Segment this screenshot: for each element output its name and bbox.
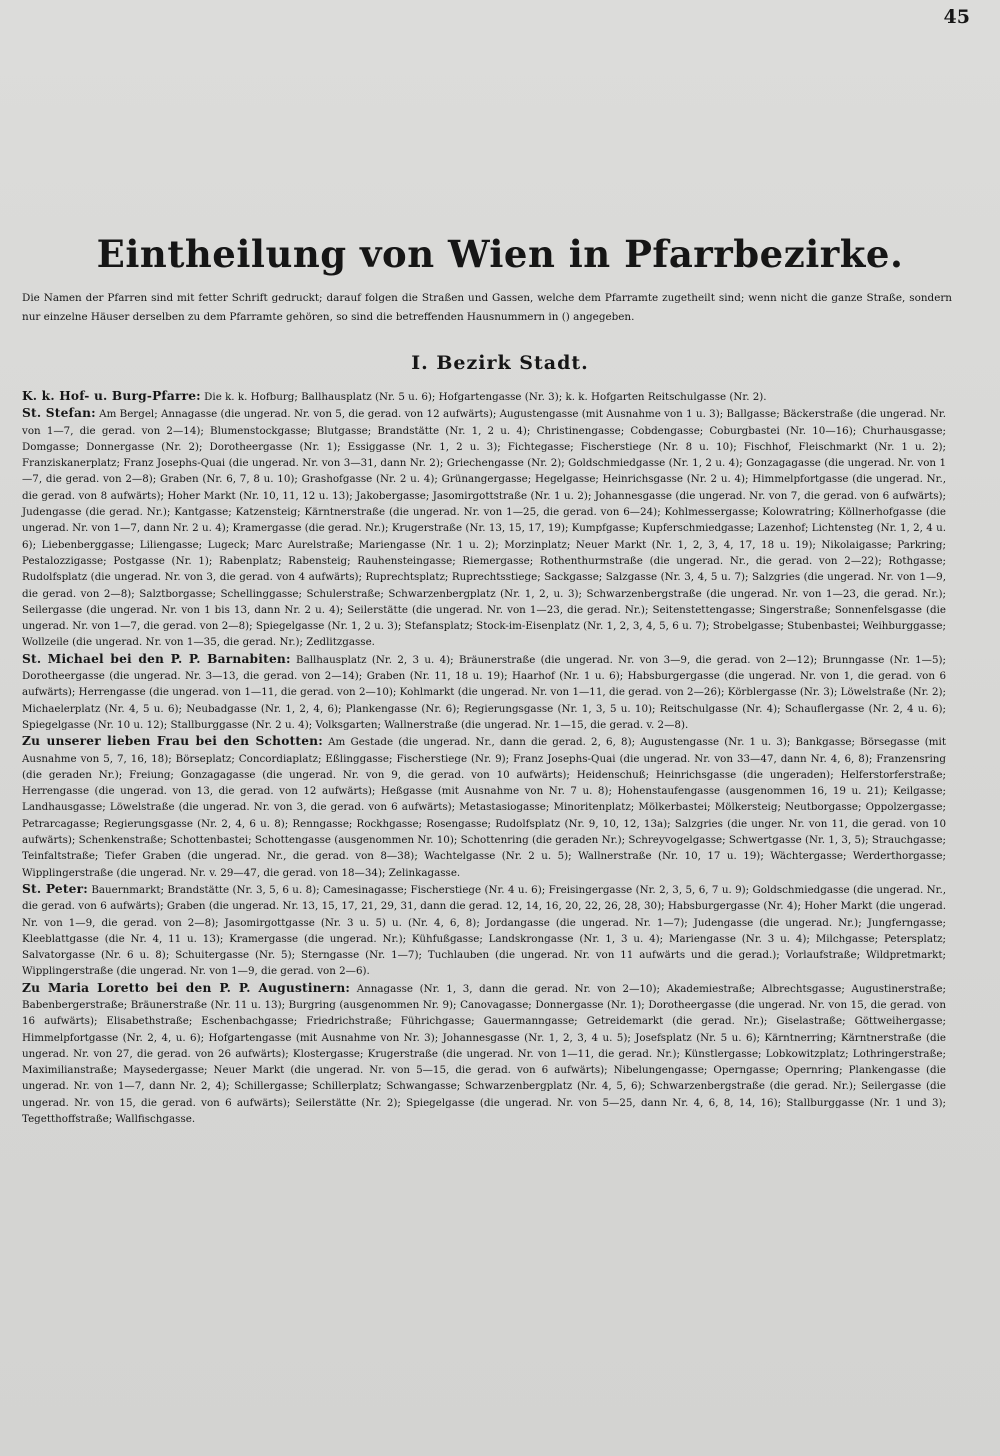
parish-entry: [22, 733, 946, 881]
parish-list: [22, 388, 946, 1127]
parish-name: K. k. Hof- u. Burg-Pfarre:: [22, 389, 201, 403]
parish-name: St. Stefan:: [22, 406, 96, 421]
intro-paragraph: Die Namen der Pfarren sind mit fetter Schrift gedruckt; darauf folgen die Straßen und Gassen, welche dem Pfarramte zugetheilt sind; wenn nicht die ganze Straße, sondern nur einzelne Häuser derselben zu dem Pfarramte gehören, so sind die betreffenden Hausnummern in () angegeben.: [22, 292, 952, 323]
page-number: 45: [943, 6, 970, 28]
parish-streets: Am Gestade (die ungerad. Nr., dann die gerad. 2, 6, 8); Augustengasse (Nr. 1 u. 3); Bankgasse; Börsegasse (mit Ausnahme von 5, 7, 16, 18); Börseplatz; Concordiaplatz; Eßlinggasse; Fischerstiege (Nr. 9); Franz Josephs-Quai (die ungerad. Nr. von 33—47, dann Nr. 4, 6, 8); Franzensring (die geraden Nr.); Freiung; Gonzagagasse (die ungerad. Nr. von 9, die gerad. von 10 aufwärts); Heidenschuß; Heinrichsgasse (die ungeraden); Helferstorferstraße; Herrengasse (die ungerad. von 13, die gerad. von 12 aufwärts); Heßgasse (mit Ausnahme von Nr. 7 u. 8); Hohenstaufengasse (ausgenommen 16, 19 u. 21); Keilgasse; Landhausgasse; Löwelstraße (die ungerad. Nr. von 3, die gerad. von 6 aufwärts); Metastasiogasse; Minoritenplatz; Mölkerbastei; Mölkersteig; Neutborgasse; Oppolzergasse; Petrarcagasse; Regierungsgasse (Nr. 2, 4, 6 u. 8); Renngasse; Rockhgasse; Rosengasse; Rudolfsplatz (Nr. 9, 10, 12, 13a); Salzgries (die unger. Nr. von 11, die gerad. von 10 aufwärts); Schenkenstraße; Schottenbastei; Schottengasse (ausgenommen Nr. 10); Schottenring (die geraden Nr.); Schreyvogelgasse; Schwertgasse (Nr. 1, 3, 5); Strauchgasse; Teinfaltstraße; Tiefer Graben (die ungerad. Nr., die gerad. von 8—38); Wachtelgasse (Nr. 2 u. 5); Wallnerstraße (Nr. 10, 17 u. 19); Wächtergasse; Werderthorgasse; Wipplingerstraße (die ungerad. Nr. v. 29—47, die gerad. von 18—34); Zelinkagasse.: [22, 736, 946, 879]
parish-entry: [22, 405, 946, 650]
district-heading: I. Bezirk Stadt.: [411, 352, 589, 374]
parish-name: Zu Maria Loretto bei den P. P. Augustinern:: [22, 980, 351, 995]
parish-streets: Am Bergel; Annagasse (die ungerad. Nr. von 5, die gerad. von 12 aufwärts); Augustengasse (mit Ausnahme von 1 u. 3); Ballgasse; Bäckerstraße (die ungerad. Nr. von 1—7, die gerad. von 2—14); Blumenstockgasse; Blutgasse; Brandstätte (Nr. 1, 2 u. 4); Christinengasse; Cobdengasse; Coburgbastei (Nr. 10—16); Churhausgasse; Domgasse; Donnergasse (Nr. 2); Dorotheergasse (Nr. 1); Essiggasse (Nr. 1, 2 u. 3); Fichtegasse; Fischerstiege (Nr. 8 u. 10); Fischhof, Fleischmarkt (Nr. 1 u. 2); Franziskanerplatz; Franz Josephs-Quai (die ungerad. Nr. von 3—31, dann Nr. 2); Griechengasse (Nr. 2); Goldschmiedgasse (Nr. 1, 2 u. 4); Gonzagagasse (die ungerad. Nr. von 1—7, die gerad. von 2—8); Graben (Nr. 6, 7, 8 u. 10); Grashofgasse (Nr. 2 u. 4); Grünangergasse; Hegelgasse; Heinrichsgasse (Nr. 2 u. 4); Himmelpfortgasse (die ungerad. Nr., die gerad. von 8 aufwärts); Hoher Markt (Nr. 10, 11, 12 u. 13); Jakobergasse; Jasomirgottstraße (Nr. 1 u. 2); Johannesgasse (die ungerad. Nr. von 7, die gerad. von 6 aufwärts); Judengasse (die gerad. Nr.); Kantgasse; Katzensteig; Kärntnerstraße (die ungerad. Nr. von 1—25, die gerad. von 6—24); Kohlmessergasse; Kolowratring; Köllnerhofgasse (die ungerad. Nr. von 1—7, dann Nr. 2 u. 4); Kramergasse (die gerad. Nr.); Krugerstraße (Nr. 13, 15, 17, 19); Kumpfgasse; Kupferschmiedgasse; Lazenhof; Lichtensteg (Nr. 1, 2, 4 u. 6); Liebenberggasse; Liliengasse; Lugeck; Marc Aurelstraße; Mariengasse (Nr. 1 u. 2); Morzinplatz; Neuer Markt (Nr. 1, 2, 3, 4, 17, 18 u. 19); Nikolaigasse; Parkring; Pestalozzigasse; Postgasse (Nr. 1); Rabenplatz; Rabensteig; Rauhensteingasse; Riemergasse; Rothenthurmstraße (die ungerad. Nr., die gerad. von 2—22); Rothgasse; Rudolfsplatz (die ungerad. Nr. von 3, die gerad. von 4 aufwärts); Ruprechtsplatz; Ruprechtsstiege; Sackgasse; Salzgasse (Nr. 3, 4, 5 u. 7); Salzgries (die ungerad. Nr. von 1—9, die gerad. von 2—8); Salztborgasse; Schellinggasse; Schulerstraße; Schwarzenbergplatz (Nr. 1, 2, u. 3); Schwarzenbergstraße (die ungerad. Nr. von 1—23, die gerad. Nr.); Seilergasse (die ungerad. Nr. von 1 bis 13, dann Nr. 2 u. 4); Seilerstätte (die ungerad. Nr. von 1—23, die gerad. Nr.); Seitenstettengasse; Singerstraße; Sonnenfelsgasse (die ungerad. Nr. von 1—7, die gerad. von 2—8); Spiegelgasse (Nr. 1, 2 u. 3); Stefansplatz; Stock-im-Eisenplatz (Nr. 1, 2, 3, 4, 5, 6 u. 7); Strobelgasse; Stubenbastei; Weihburggasse; Wollzeile (die ungerad. Nr. von 1—35, die gerad. Nr.); Zedlitzgasse.: [22, 408, 946, 649]
parish-streets: Annagasse (Nr. 1, 3, dann die gerad. Nr. von 2—10); Akademiestraße; Albrechtsgasse; Augustinerstraße; Babenbergerstraße; Bräunerstraße (Nr. 11 u. 13); Burgring (ausgenommen Nr. 9); Canovagasse; Donnergasse (Nr. 1); Dorotheergasse (die ungerad. Nr. von 15, die gerad. von 16 aufwärts); Elisabethstraße; Eschenbachgasse; Friedrichstraße; Führichgasse; Gauermanngasse; Getreidemarkt (die gerad. Nr.); Giselastraße; Göttweihergasse; Himmelpfortgasse (Nr. 2, 4, u. 6); Hofgartengasse (mit Ausnahme von Nr. 3); Johannesgasse (Nr. 1, 2, 3, 4 u. 5); Josefsplatz (Nr. 5 u. 6); Kärntnerring; Kärntnerstraße (die ungerad. Nr. von 27, die gerad. von 26 aufwärts); Klostergasse; Krugerstraße (die ungerad. Nr. von 1—11, die gerad. Nr.); Künstlergasse; Lobkowitzplatz; Lothringerstraße; Maximilianstraße; Maysedergasse; Neuer Markt (die ungerad. Nr. von 5—15, die gerad. von 6 aufwärts); Nibelungengasse; Operngasse; Opernring; Plankengasse (die ungerad. Nr. von 1—7, dann Nr. 2, 4); Schillergasse; Schillerplatz; Schwangasse; Schwarzenbergplatz (Nr. 4, 5, 6); Schwarzenbergstraße (die gerad. Nr.); Seilergasse (die ungerad. Nr. von 15, die gerad. von 6 aufwärts); Seilerstätte (Nr. 2); Spiegelgasse (die ungerad. Nr. von 5—25, dann Nr. 4, 6, 8, 14, 16); Stallburggasse (Nr. 1 und 3); Tegetthoffstraße; Wallfischgasse.: [22, 982, 946, 1126]
parish-streets: Die k. k. Hofburg; Ballhausplatz (Nr. 5 u. 6); Hofgartengasse (Nr. 3); k. k. Hofgarten Reitschulgasse (Nr. 2).: [204, 391, 767, 403]
parish-entry: [22, 651, 946, 733]
parish-streets: Ballhausplatz (Nr. 2, 3 u. 4); Bräunerstraße (die ungerad. Nr. von 3—9, die gerad. von 2—12); Brunngasse (Nr. 1—5); Dorotheergasse (die ungerad. Nr. 3—13, die gerad. von 2—14); Graben (Nr. 11, 18 u. 19); Haarhof (Nr. 1 u. 6); Habsburgergasse (die ungerad. Nr. von 1, die gerad. von 6 aufwärts); Herrengasse (die ungerad. von 1—11, die gerad. von 2—10); Kohlmarkt (die ungerad. Nr. von 1—11, die gerad. von 2—26); Körblergasse (Nr. 3); Löwelstraße (Nr. 2); Michaelerplatz (Nr. 4, 5 u. 6); Neubadgasse (Nr. 1, 2, 4, 6); Plankengasse (Nr. 6); Regierungsgasse (Nr. 1, 3, 5 u. 10); Reitschulgasse (Nr. 4); Schauflergasse (Nr. 2, 4 u. 6); Spiegelgasse (Nr. 10 u. 12); Stallburggasse (Nr. 2 u. 4); Volksgarten; Wallnerstraße (die ungerad. Nr. 1—15, die gerad. v. 2—8).: [22, 653, 946, 731]
parish-name: St. Michael bei den P. P. Barnabiten:: [22, 651, 291, 666]
parish-entry: [22, 881, 946, 980]
parish-streets: Bauernmarkt; Brandstätte (Nr. 3, 5, 6 u. 8); Camesinagasse; Fischerstiege (Nr. 4 u. 6); Freisingergasse (Nr. 2, 3, 5, 6, 7 u. 9); Goldschmiedgasse (die ungerad. Nr., die gerad. von 6 aufwärts); Graben (die ungerad. Nr. 13, 15, 17, 21, 29, 31, dann die gerad. 12, 14, 16, 20, 22, 26, 28, 30); Habsburgergasse (Nr. 4); Hoher Markt (die ungerad. Nr. von 1—9, die gerad. von 2—8); Jasomirgottgasse (Nr. 3 u. 5) u. (Nr. 4, 6, 8); Jordangasse (die ungerad. Nr. 1—7); Judengasse (die ungerad. Nr.); Jungferngasse; Kleeblattgasse (die Nr. 4, 11 u. 13); Kramergasse (die ungerad. Nr.); Kühfußgasse; Landskrongasse (Nr. 1, 3 u. 4); Mariengasse (Nr. 3 u. 4); Milchgasse; Petersplatz; Salvatorgasse (Nr. 6 u. 8); Schuitergasse (Nr. 5); Sterngasse (Nr. 1—7); Tuchlauben (die ungerad. Nr. von 11 aufwärts und die gerad.); Vorlaufstraße; Wildpretmarkt; Wipplingerstraße (die ungerad. Nr. von 1—9, die gerad. von 2—6).: [22, 883, 946, 978]
parish-name: St. Peter:: [22, 881, 88, 896]
document-title: Eintheilung von Wien in Pfarrbezirke.: [96, 232, 904, 276]
parish-entry: [22, 980, 946, 1128]
parish-name: Zu unserer lieben Frau bei den Schotten:: [22, 734, 323, 749]
parish-entry: [22, 388, 946, 405]
